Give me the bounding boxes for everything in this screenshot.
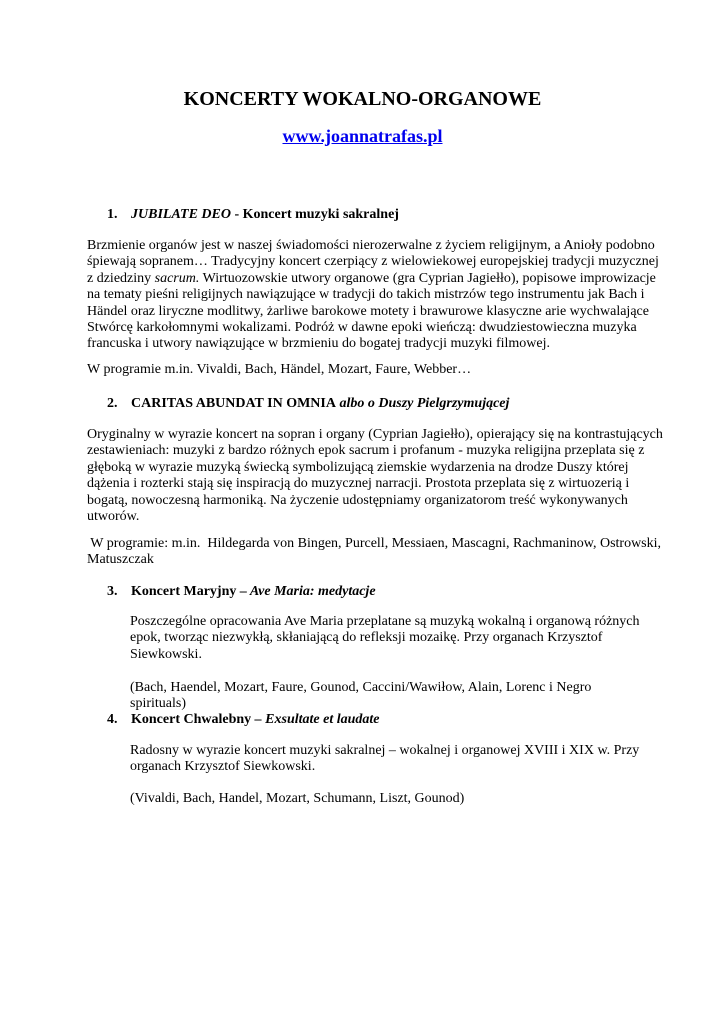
section-1-program: W programie m.in. Vivaldi, Bach, Händel, Mozart, Faure, Webber… xyxy=(87,362,472,377)
section-number: 4. xyxy=(107,712,118,727)
section-title-italic: albo o Duszy Pielgrzymującej xyxy=(335,396,510,411)
description-line: śpiewają sopranem… Tradycyjny koncert czerpiący z wielowiekowej europejskiej tradycji muzycznej xyxy=(87,254,659,270)
section-2-heading xyxy=(107,396,509,412)
section-title-rest: - Koncert muzyki sakralnej xyxy=(230,207,399,222)
section-number: 1. xyxy=(107,207,118,222)
section-4-program: (Vivaldi, Bach, Handel, Mozart, Schumann, Liszt, Gounod) xyxy=(130,791,465,806)
program-line: Matuszczak xyxy=(87,552,154,568)
section-title-bold: Koncert Chwalebny xyxy=(131,712,252,727)
section-2-description xyxy=(87,427,663,525)
section-3-program: (Bach, Haendel, Mozart, Faure, Gounod, Caccini/Wawiłow, Alain, Lorenc i Negro spirituals) xyxy=(130,680,592,712)
description-line: bogatą, nowoczesną harmoniką. Na życzenie udostępniamy organizatorom treść wykonywanych xyxy=(87,492,628,508)
description-line: utworów. xyxy=(87,509,140,525)
section-title-italic: – Exsultate et laudate xyxy=(251,712,380,727)
description-line: Stwórcę karkołomnymi wokalizami. Podróż w dawne epoki wieńczą: dwudziestowieczna muzyka xyxy=(87,320,637,336)
description-line: dążenia i rozterki stają się inspiracją do muzycznej narracji. Prostota przeplata się z wirtuozerią i xyxy=(87,476,630,492)
section-4-heading xyxy=(107,712,380,728)
website-link[interactable]: www.joannatrafas.pl xyxy=(282,126,443,146)
description-line: Poszczególne opracowania Ave Maria przeplatane są muzyką wokalną i organową różnych xyxy=(130,614,640,629)
section-title-italic: – Ave Maria: medytacje xyxy=(236,584,376,599)
description-line: epok, tworząc niezwykłą, skłaniającą do refleksji mozaikę. Przy organach Krzysztof xyxy=(130,630,603,646)
section-title-bold: Koncert Maryjny xyxy=(131,584,237,599)
description-line: Händel oraz liryczne modlitwy, żarliwe barokowe motety i brawurowe klasyczne arie wychwalające xyxy=(87,303,649,319)
section-title-italic: JUBILATE DEO xyxy=(131,207,231,222)
document-title: KONCERTY WOKALNO-ORGANOWE xyxy=(183,88,542,110)
description-text: Wirtuozowskie utwory organowe (gra Cyprian Jagiełło), popisowe improwizacje xyxy=(199,270,656,286)
program-line: W programie: m.in. Hildegarda von Bingen, Purcell, Messiaen, Mascagni, Rachmaninow, Ostrowski, xyxy=(87,536,662,551)
description-line: głęboką w wyrazie muzyką świecką symbolizującą ziemskie wydarzenia na drodze Duszy której xyxy=(87,459,629,475)
description-text: z dziedziny xyxy=(87,270,155,286)
section-title-bold: CARITAS ABUNDAT IN OMNIA xyxy=(131,396,336,411)
section-2-program xyxy=(87,536,662,569)
section-1-description xyxy=(87,238,659,353)
description-line: Brzmienie organów jest w naszej świadomości nierozerwalne z życiem religijnym, a Anioły podobno xyxy=(87,238,655,253)
description-line: Radosny w wyrazie koncert muzyki sakralnej – wokalnej i organowej XVIII i XIX w. Przy xyxy=(130,743,640,758)
description-line: organach Krzysztof Siewkowski. xyxy=(130,759,316,775)
description-line xyxy=(87,270,656,287)
description-line: na tematy pieśni religijnych nawiązujące w tradycji do takich mistrzów tego instrumentu jak Bach i xyxy=(87,287,645,303)
section-3-heading xyxy=(107,584,376,600)
description-line: Oryginalny w wyrazie koncert na sopran i organy (Cyprian Jagiełło), opierający się na kontrastujących xyxy=(87,427,663,442)
description-italic: sacrum. xyxy=(154,270,200,286)
description-line: zestawieniach: muzyki z bardzo różnych epok sacrum i profanum - muzyka religijna przeplata się z xyxy=(87,443,645,459)
section-3-description xyxy=(130,614,650,663)
description-line: francuska i utwory nawiązujące w brzmieniu do bogatej tradycji muzyki filmowej. xyxy=(87,336,551,352)
description-line: Siewkowski. xyxy=(130,646,202,662)
section-number: 2. xyxy=(107,396,118,411)
section-1-heading xyxy=(107,207,399,223)
section-4-description xyxy=(130,743,650,776)
section-number: 3. xyxy=(107,584,118,599)
